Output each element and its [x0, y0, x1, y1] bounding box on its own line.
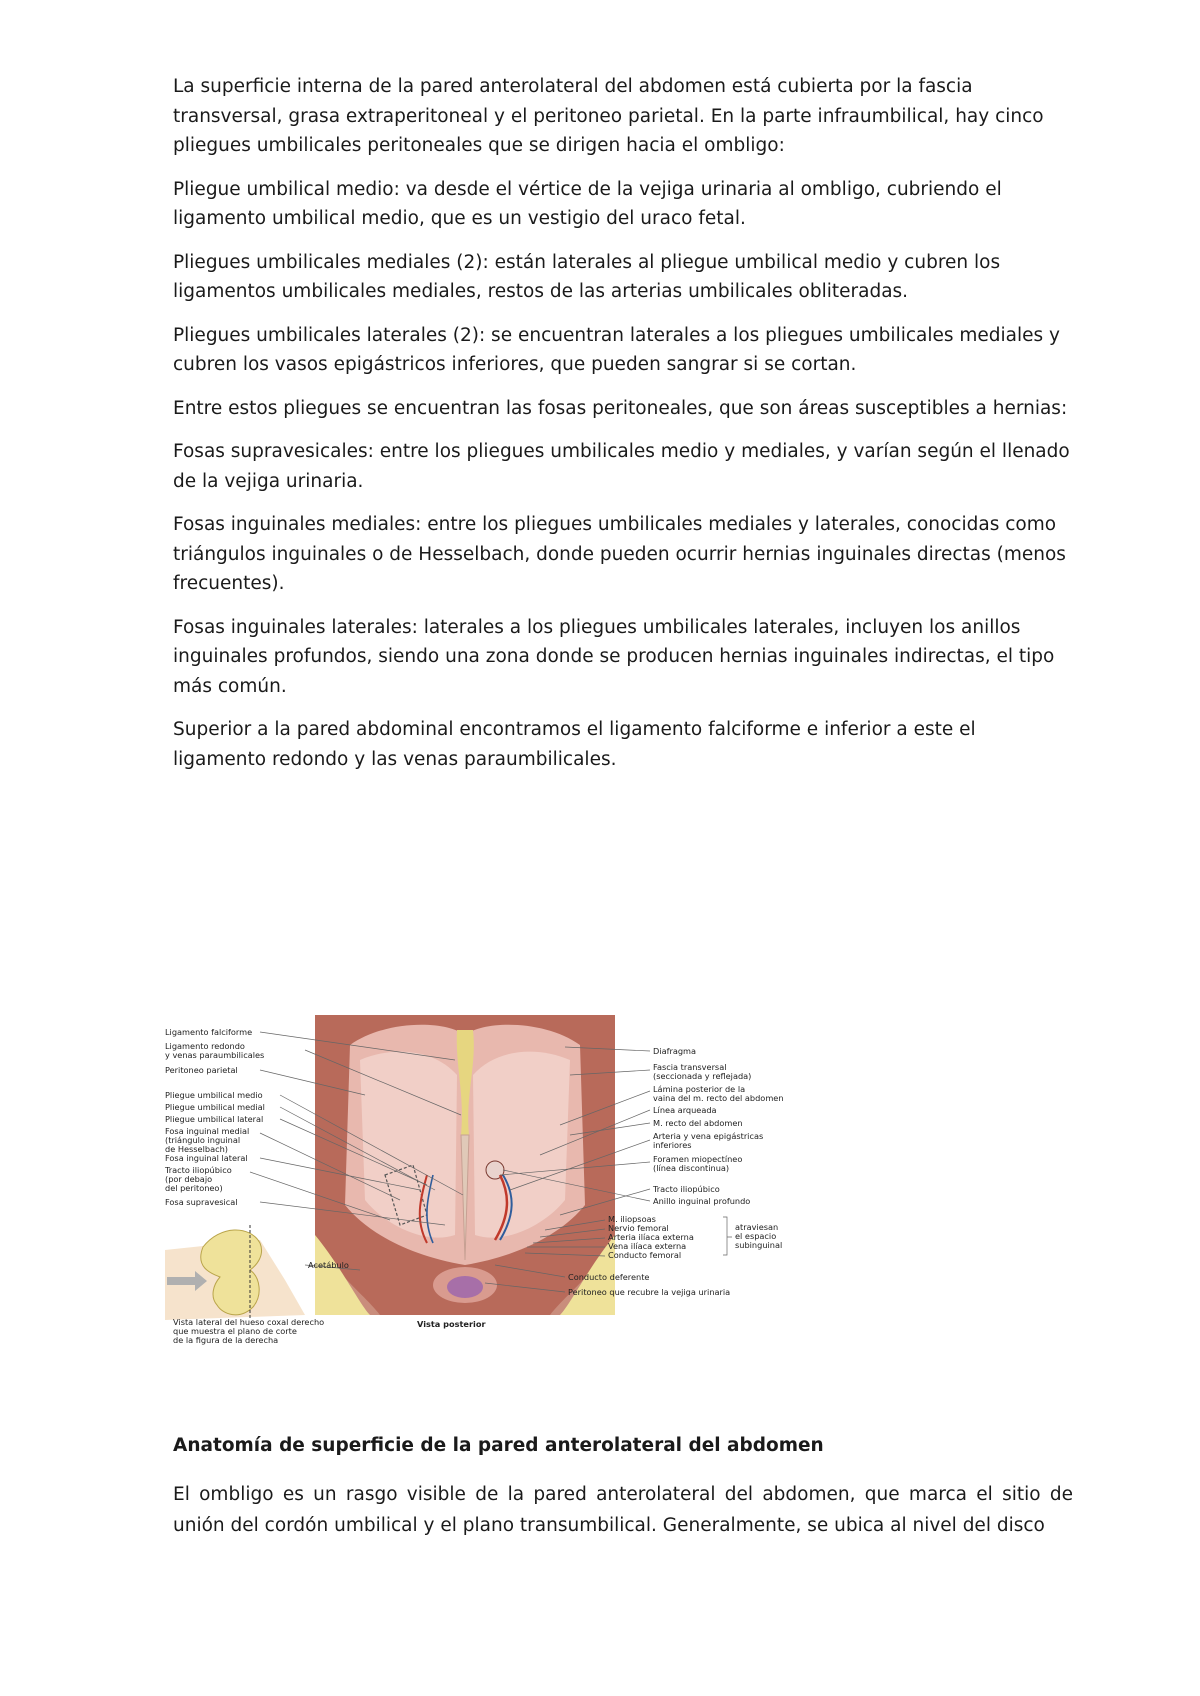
label-fosa-supravesical: Fosa supravesical	[165, 1197, 238, 1207]
label-anillo-inguinal-profundo: Anillo inguinal profundo	[653, 1196, 751, 1206]
label-ligamento-falciforme: Ligamento falciforme	[165, 1027, 253, 1037]
paragraph: Fosas inguinales mediales: entre los pliegues umbilicales mediales y laterales, conocidas como triángulos inguinales o de Hesselbach, donde pueden ocurrir hernias inguinales directas (menos frecuentes).	[173, 514, 1066, 594]
label-arteria-vena-epigastricas: Arteria y vena epigástricas inferiores	[653, 1131, 764, 1150]
label-m-iliopsoas: M. iliopsoas	[608, 1214, 656, 1224]
label-conducto-femoral: Conducto femoral	[608, 1250, 682, 1260]
body-text	[173, 72, 1073, 788]
label-pliegue-umbilical-medial: Pliegue umbilical medial	[165, 1102, 265, 1112]
label-conducto-deferente: Conducto deferente	[568, 1272, 650, 1282]
label-ligamento-redondo: Ligamento redondo y venas paraumbilicales	[165, 1041, 265, 1060]
paragraph: Entre estos pliegues se encuentran las fosas peritoneales, que son áreas susceptibles a hernias:	[173, 397, 1068, 419]
paragraph: Superior a la pared abdominal encontramos el ligamento falciforme e inferior a este el ligamento redondo y las venas paraumbilicales.	[173, 719, 976, 770]
label-peritoneo-parietal: Peritoneo parietal	[165, 1065, 238, 1075]
paragraph: El ombligo es un rasgo visible de la pared anterolateral del abdomen, que marca el sitio de unión del cordón umbilical y el plano transumbilical. Generalmente, se ubica al nivel del disco	[173, 1484, 1073, 1536]
label-linea-arqueada: Línea arqueada	[653, 1105, 717, 1115]
label-atraviesan-espacio-subinguinal: atraviesan el espacio subinguinal	[735, 1222, 783, 1250]
section-heading: Anatomía de superficie de la pared anterolateral del abdomen	[173, 1435, 824, 1456]
label-nervio-femoral: Nervio femoral	[608, 1223, 669, 1233]
label-fascia-transversal: Fascia transversal (seccionada y reflejada)	[653, 1062, 752, 1081]
label-m-recto-abdomen: M. recto del abdomen	[653, 1118, 743, 1128]
paragraph: Pliegues umbilicales laterales (2): se encuentran laterales a los pliegues umbilicales mediales y cubren los vasos epigástricos inferiores, que pueden sangrar si se cortan.	[173, 324, 1061, 375]
paragraph: Pliegue umbilical medio: va desde el vértice de la vejiga urinaria al ombligo, cubriendo el ligamento umbilical medio, que es un vestigio del uraco fetal.	[173, 178, 1002, 229]
hip-bone-inset	[165, 1225, 305, 1320]
label-tracto-iliopubico: Tracto iliopúbico (por debajo del peritoneo)	[165, 1165, 232, 1193]
inset-caption: Vista lateral del hueso coxal derecho que muestra el plano de corte de la figura de la derecha	[173, 1317, 325, 1345]
paragraph: Fosas supravesicales: entre los pliegues umbilicales medio y mediales, y varían según el llenado de la vejiga urinaria.	[173, 441, 1070, 492]
paragraph: Fosas inguinales laterales: laterales a los pliegues umbilicales laterales, incluyen los anillos inguinales profundos, siendo una zona donde se producen hernias inguinales indirectas, el tipo más común.	[173, 616, 1055, 697]
label-lamina-posterior: Lámina posterior de la vaina del m. recto del abdomen	[653, 1084, 784, 1103]
label-pliegue-umbilical-lateral: Pliegue umbilical lateral	[165, 1114, 264, 1124]
label-vista-posterior: Vista posterior	[417, 1319, 486, 1329]
paragraph: Pliegues umbilicales mediales (2): están laterales al pliegue umbilical medio y cubren los ligamentos umbilicales mediales, restos de las arterias umbilicales obliteradas.	[173, 251, 1001, 302]
label-fosa-inguinal-lateral: Fosa inguinal lateral	[165, 1153, 248, 1163]
label-fosa-inguinal-medial: Fosa inguinal medial (triángulo inguinal de Hesselbach)	[165, 1126, 250, 1154]
label-tracto-iliopubico-right: Tracto iliopúbico	[653, 1184, 720, 1194]
label-foramen-miopectineo: Foramen miopectíneo (línea discontinua)	[653, 1154, 743, 1173]
label-pliegue-umbilical-medio: Pliegue umbilical medio	[165, 1090, 263, 1100]
label-acetabulo: Acetábulo	[308, 1260, 349, 1270]
anatomy-figure	[165, 1015, 885, 1375]
label-diafragma: Diafragma	[653, 1046, 697, 1056]
paragraph: La superficie interna de la pared anterolateral del abdomen está cubierta por la fascia transversal, grasa extraperitoneal y el peritoneo parietal. En la parte infraumbilical, hay cinco pliegues umbilicales peritoneales que se dirigen hacia el ombligo:	[173, 76, 1044, 156]
label-arteria-iliaca-externa: Arteria ilíaca externa	[608, 1232, 694, 1242]
label-peritoneo-vejiga: Peritoneo que recubre la vejiga urinaria	[568, 1287, 731, 1297]
label-vena-iliaca-externa: Vena ilíaca externa	[608, 1241, 687, 1251]
